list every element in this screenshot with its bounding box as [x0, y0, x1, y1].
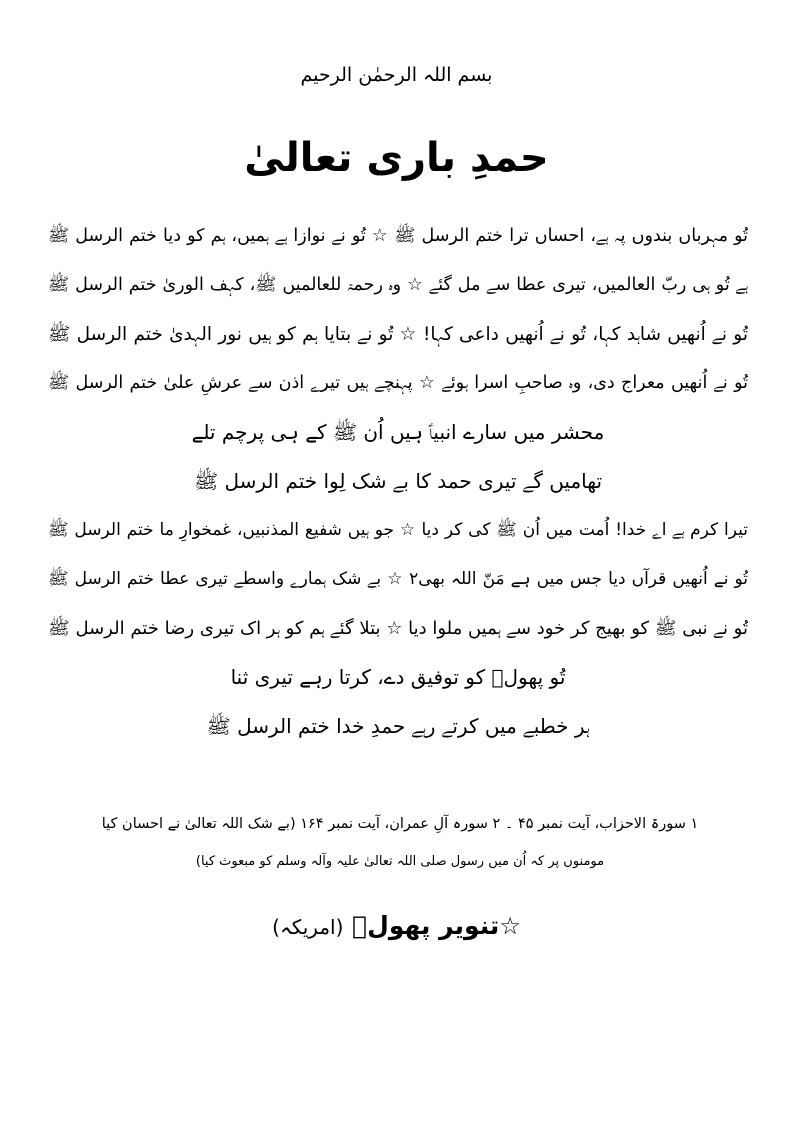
- verse-line-4: تُو نے اُنھیں معراج دی، وہ صاحبِ اسرا ہوئے ☆ پہنچے ہیں تیرے اذن سے عرشِ علیٰ ختم الرسل ﷺ: [48, 373, 748, 393]
- verse-line-5: محشر میں سارے انبیاؑ ہیں اُن ﷺ کے ہی پرچم تلے: [191, 420, 605, 444]
- author-country: (امریکہ): [272, 915, 344, 939]
- verse-line-3: تُو نے اُنھیں شاہد کہا، تُو نے اُنھیں داعی کہا! ☆ تُو نے بتایا ہم کو ہیں نور الہدیٰ ختم الرسل ﷺ: [48, 324, 748, 345]
- footnote-line-1: ۱ سورۃ الاحزاب، آیت نمبر ۴۵ ۔ ۲ سورہ آلِ عمران، آیت نمبر ۱۶۴ (بے شک اللہ تعالیٰ نے احسان کیا: [101, 816, 699, 832]
- verse-line-6: تھامیں گے تیری حمد کا بے شک لِوا ختم الرسل ﷺ: [193, 469, 603, 493]
- verse-line-8: تُو نے اُنھیں قرآں دیا جس میں ہے مَنّ اللہ بھی۲ ☆ بے شک ہمارے واسطے تیری عطا ختم الرسل ﷺ: [48, 569, 748, 589]
- verse-line-7: تیرا کرم ہے اے خدا! اُمت میں اُن ﷺ کی کر دیا ☆ جو ہیں شفیع المذنبیں، غمخوارِ ما ختم الرسل ﷺ: [48, 520, 748, 540]
- author-signature: [0, 906, 793, 947]
- poem-verses: [48, 212, 748, 751]
- verse-line-10: تُو پھولؔ کو توفیق دے، کرتا رہے تیری ثنا: [230, 665, 566, 689]
- bismillah-heading: بسم اللہ الرحمٰن الرحیم: [300, 64, 493, 86]
- footnote-line-2: مومنوں پر کہ اُن میں رسول صلی اللہ تعالیٰ علیہ وآلہ وسلم کو مبعوث کیا): [195, 854, 605, 869]
- verse-line-1: تُو مہرباں بندوں پہ ہے، احساں ترا ختم الرسل ﷺ ☆ تُو نے نوازا ہے ہمیں، ہم کو دیا ختم الرسل ﷺ: [48, 226, 748, 246]
- verse-line-11: ہر خطبے میں کرتے رہے حمدِ خدا ختم الرسل ﷺ: [206, 714, 590, 738]
- verse-line-9: تُو نے نبی ﷺ کو بھیج کر خود سے ہمیں ملوا دیا ☆ بتلا گئے ہم کو ہر اک تیری رضا ختم الرسل ﷺ: [48, 618, 748, 639]
- verse-line-2: ہے تُو ہی ربّ العالمیں، تیری عطا سے مل گئے ☆ وہ رحمۃ للعالمیں ﷺ، کہف الوریٰ ختم الرسل ﷺ: [48, 275, 748, 295]
- poem-title: حمدِ باری تعالیٰ: [244, 135, 549, 181]
- star-icon: ☆: [499, 912, 521, 940]
- author-name: تنویر پھولؔ: [352, 911, 500, 940]
